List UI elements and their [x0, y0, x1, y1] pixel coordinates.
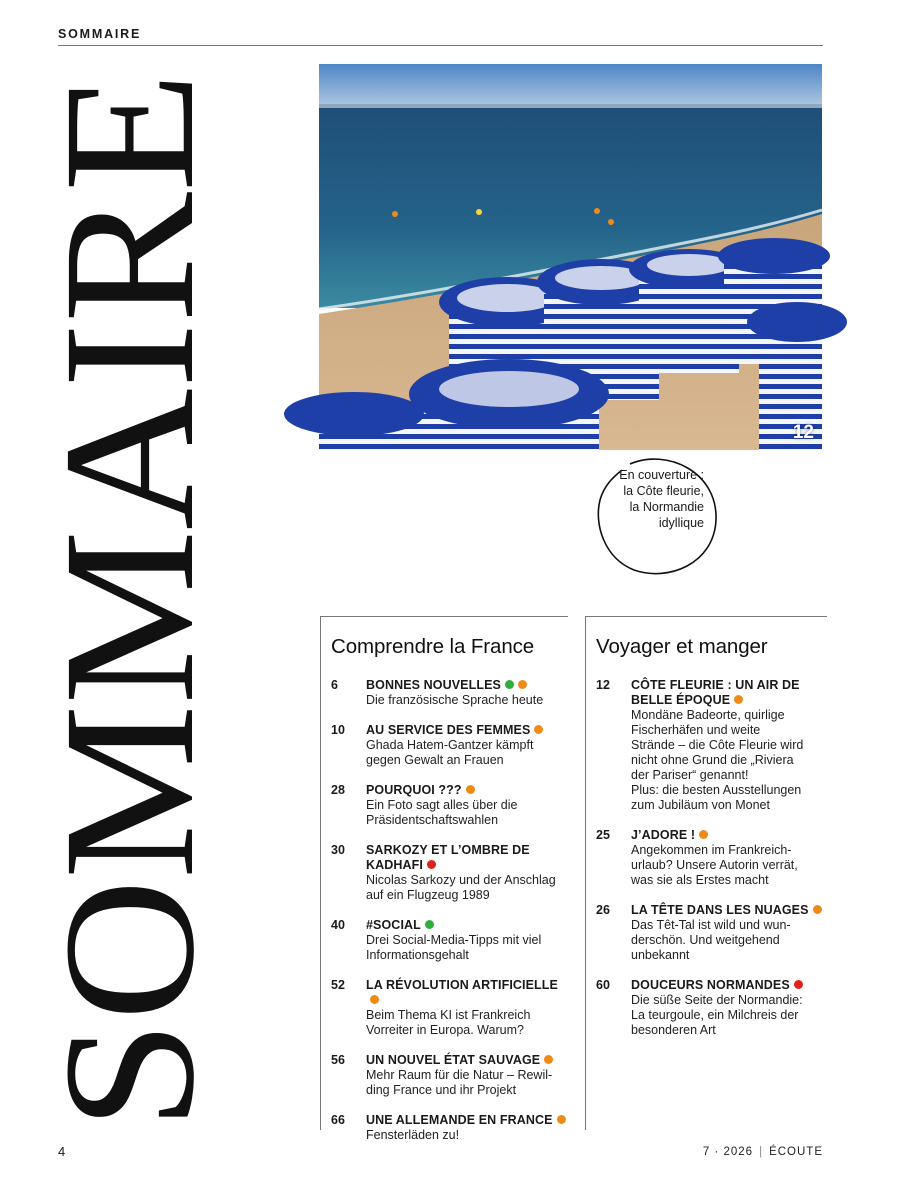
orange-dot-icon: [370, 995, 379, 1004]
toc-entry-title-text: SARKOZY ET L’OMBRE DE KADHAFI: [366, 843, 530, 872]
toc-entry-description: Beim Thema KI ist Frankreich Vorreiter in Europa. Warum?: [366, 1008, 531, 1037]
toc-entry-body: [631, 678, 825, 813]
caption-line: En couverture :: [619, 468, 704, 482]
toc-entry-title: [366, 1113, 570, 1128]
toc-entry-body: [366, 678, 570, 708]
toc-entry-body: [366, 843, 570, 903]
toc-entry-page: 52: [331, 978, 345, 992]
footer-separator: |: [759, 1146, 764, 1158]
toc-entry-title: [631, 978, 825, 993]
photo-page-number: 12: [792, 422, 814, 443]
toc-entry[interactable]: [331, 918, 570, 963]
column-divider: [585, 616, 827, 617]
toc-entry-description: Die süße Seite der Normandie: La teurgoule, ein Milchreis der besonderen Art: [631, 993, 803, 1037]
toc-entry-body: [631, 978, 825, 1038]
toc-entry-body: [631, 903, 825, 963]
toc-entry[interactable]: [331, 978, 570, 1038]
toc-entry-title-text: LA TÊTE DANS LES NUAGES: [631, 903, 809, 917]
column-divider: [320, 616, 568, 617]
vertical-title-text: SOMMAIRE: [24, 116, 233, 1130]
orange-dot-icon: [466, 785, 475, 794]
orange-dot-icon: [699, 830, 708, 839]
toc-entry-title-text: UN NOUVEL ÉTAT SAUVAGE: [366, 1053, 541, 1067]
toc-entry[interactable]: [331, 843, 570, 903]
toc-entry-page: 10: [331, 723, 345, 737]
toc-entry-description: Fensterläden zu!: [366, 1128, 460, 1142]
toc-entry-description: Ein Foto sagt alles über die Präsidentschaftswahlen: [366, 798, 518, 827]
toc-entry-title-text: LA RÉVOLUTION ARTIFICIELLE: [366, 978, 558, 992]
toc-entry-description: Das Têt-Tal ist wild und wun- derschön. Und weitgehend unbekannt: [631, 918, 791, 962]
toc-list: [331, 678, 570, 1158]
toc-entry-title-text: CÔTE FLEURIE : UN AIR DE BELLE ÉPOQUE: [631, 678, 800, 707]
toc-entry-page: 28: [331, 783, 345, 797]
toc-entry-title-text: J’ADORE !: [631, 828, 696, 842]
toc-list: [596, 678, 825, 1053]
toc-entry-description: Mondäne Badeorte, quirlige Fischerhäfen und weite Strände – die Côte Fleurie wird nicht ohne Grund die „Riviera der Pariser“ genannt! Plus: die besten Ausstellungen zum Jubiläum von Monet: [631, 708, 804, 812]
toc-entry-title: [366, 978, 570, 1008]
orange-dot-icon: [518, 680, 527, 689]
toc-entry-title: [366, 783, 570, 798]
column-edge: [585, 616, 586, 1130]
toc-entry-page: 60: [596, 978, 610, 992]
toc-entry-title: [366, 843, 570, 873]
toc-entry-title-text: #SOCIAL: [366, 918, 421, 932]
column-comprendre: [320, 616, 570, 1142]
toc-entry-title: [631, 903, 825, 918]
toc-entry-description: Nicolas Sarkozy und der Anschlag auf ein Flugzeug 1989: [366, 873, 556, 902]
toc-entry[interactable]: [596, 978, 825, 1038]
toc-entry[interactable]: [596, 678, 825, 813]
toc-entry-description: Angekommen im Frankreich- urlaub? Unsere Autorin verrät, was sie als Erstes macht: [631, 843, 798, 887]
page-number: 4: [58, 1144, 66, 1159]
footer-issue: [703, 1146, 823, 1158]
red-dot-icon: [427, 860, 436, 869]
toc-entry-page: 40: [331, 918, 345, 932]
caption-line: la Normandie: [629, 500, 704, 514]
toc-entry-title-text: UNE ALLEMANDE EN FRANCE: [366, 1113, 553, 1127]
vertical-title: [24, 72, 233, 1130]
toc-entry-body: [366, 978, 570, 1038]
column-heading: Voyager et manger: [596, 635, 768, 658]
toc-entry[interactable]: [331, 783, 570, 828]
toc-entry-body: [366, 1113, 570, 1143]
toc-entry-body: [366, 1053, 570, 1098]
toc-entry-description: Mehr Raum für die Natur – Rewil- ding France und ihr Projekt: [366, 1068, 553, 1097]
toc-entry-page: 66: [331, 1113, 345, 1127]
toc-entry-description: Ghada Hatem-Gantzer kämpft gegen Gewalt an Frauen: [366, 738, 534, 767]
orange-dot-icon: [813, 905, 822, 914]
toc-entry[interactable]: [331, 678, 570, 708]
issue-date: 7 · 2026: [702, 1146, 754, 1158]
magazine-name: ÉCOUTE: [769, 1146, 823, 1158]
orange-dot-icon: [734, 695, 743, 704]
toc-entry-title: [631, 828, 825, 843]
orange-dot-icon: [544, 1055, 553, 1064]
cover-caption: [600, 467, 704, 531]
header-divider: [58, 45, 823, 46]
column-voyager: [585, 616, 825, 1037]
toc-entry-body: [366, 918, 570, 963]
green-dot-icon: [425, 920, 434, 929]
toc-entry-title: [366, 1053, 570, 1068]
toc-entry[interactable]: [596, 903, 825, 963]
toc-entry-title-text: AU SERVICE DES FEMMES: [366, 723, 531, 737]
toc-entry-title-text: DOUCEURS NORMANDES: [631, 978, 790, 992]
toc-entry[interactable]: [596, 828, 825, 888]
toc-entry[interactable]: [331, 723, 570, 768]
column-heading: Comprendre la France: [331, 635, 535, 658]
green-dot-icon: [505, 680, 514, 689]
toc-entry-title-text: POURQUOI ???: [366, 783, 462, 797]
toc-entry-description: Die französische Sprache heute: [366, 693, 544, 707]
toc-entry[interactable]: [331, 1113, 570, 1143]
cover-photo: [319, 64, 822, 450]
toc-entry[interactable]: [331, 1053, 570, 1098]
section-label: SOMMAIRE: [58, 27, 142, 41]
toc-entry-body: [631, 828, 825, 888]
caption-line: idyllique: [658, 516, 704, 530]
toc-entry-description: Drei Social-Media-Tipps mit viel Informationsgehalt: [366, 933, 542, 962]
column-edge: [320, 616, 321, 1130]
toc-entry-page: 25: [596, 828, 610, 842]
toc-entry-body: [366, 723, 570, 768]
caption-line: la Côte fleurie,: [623, 484, 704, 498]
toc-entry-page: 30: [331, 843, 345, 857]
toc-entry-title: [631, 678, 825, 708]
orange-dot-icon: [557, 1115, 566, 1124]
toc-entry-title: [366, 678, 570, 693]
toc-entry-body: [366, 783, 570, 828]
toc-entry-page: 12: [596, 678, 610, 692]
orange-dot-icon: [534, 725, 543, 734]
toc-entry-page: 26: [596, 903, 610, 917]
toc-entry-page: 56: [331, 1053, 345, 1067]
toc-entry-title-text: BONNES NOUVELLES: [366, 678, 501, 692]
red-dot-icon: [794, 980, 803, 989]
toc-entry-page: 6: [331, 678, 338, 692]
toc-entry-title: [366, 723, 570, 738]
toc-entry-title: [366, 918, 570, 933]
